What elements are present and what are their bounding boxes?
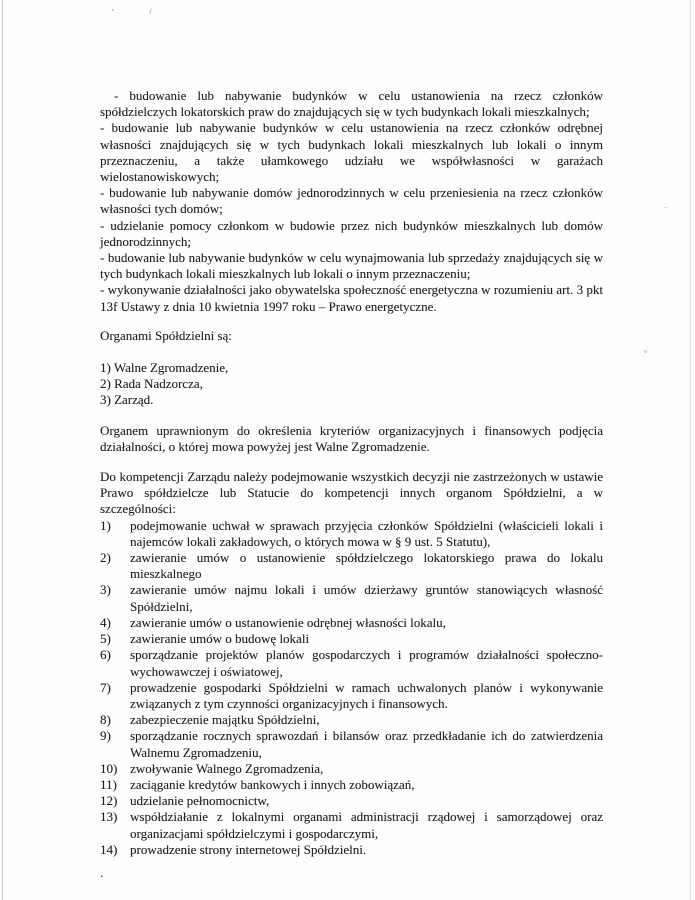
- item-text: zaciąganie kredytów bankowych i innych zobowiązań,: [130, 776, 415, 792]
- scan-edge-left: [2, 0, 3, 900]
- item-number: 9): [100, 728, 111, 744]
- document-text-column: [100, 88, 603, 881]
- item-number: 12): [100, 793, 118, 809]
- item-text: zawieranie umów o budowę lokali: [130, 631, 310, 647]
- numbered-item: [100, 809, 603, 841]
- paragraph-board-competence: Do kompetencji Zarządu należy podejmowanie wszystkich decyzji nie zastrzeżonych w ustawie Prawo spółdzielcze lub Statucie do kompetencji innych organom Spółdzielni, a w szczególności:: [100, 469, 603, 517]
- scan-speck: [664, 207, 668, 208]
- numbered-item: [100, 680, 603, 712]
- stray-punctuation-mark: .: [100, 864, 104, 880]
- numbered-item: [100, 761, 603, 777]
- organs-list-item-general-assembly: 1) Walne Zgromadzenie,: [100, 360, 229, 376]
- dash-item-energy-community: - wykonywanie działalności jako obywatelska społeczność energetyczna w rozumieniu art. 3 pkt 13f Ustawy z dnia 10 kwietnia 1997 roku – Prawo energetyczne.: [100, 282, 603, 314]
- organs-list-item-management-board: 3) Zarząd.: [100, 392, 154, 408]
- numbered-item: [100, 615, 603, 631]
- numbered-item: [100, 728, 603, 760]
- item-number: 2): [100, 550, 111, 566]
- numbered-item: [100, 518, 603, 550]
- scan-speck: [644, 350, 647, 353]
- organs-list-item-supervisory-board: 2) Rada Nadzorcza,: [100, 376, 203, 392]
- item-number: 14): [100, 841, 118, 857]
- item-number: 4): [100, 614, 111, 630]
- item-text: podejmowanie uchwał w sprawach przyjęcia członków Spółdzielni (właścicieli lokali i najemców lokali zakładowych, o których mowa w § 9 ust. 5 Statutu),: [130, 517, 603, 549]
- item-text: sporządzanie projektów planów gospodarczych i programów działalności społeczno-wychowawczej i oświatowej,: [130, 647, 603, 679]
- item-number: 8): [100, 712, 111, 728]
- scan-edge-right: [690, 0, 691, 900]
- item-number: 5): [100, 631, 111, 647]
- dash-item-single-family-houses: - budowanie lub nabywanie domów jednorodzinnych w celu przeniesienia na rzecz członków własności tych domów;: [100, 185, 603, 217]
- item-number: 11): [100, 776, 117, 792]
- item-number: 3): [100, 582, 111, 598]
- item-text: zawieranie umów o ustanowienie odrębnej własności lokalu,: [130, 614, 446, 630]
- numbered-item: [100, 793, 603, 809]
- item-text: zwoływanie Walnego Zgromadzenia,: [130, 760, 324, 776]
- item-number: 1): [100, 517, 111, 533]
- numbered-item: [100, 550, 603, 582]
- item-text: sporządzanie rocznych sprawozdań i bilansów oraz przedkładanie ich do zatwierdzenia Walnemu Zgromadzeniu,: [130, 728, 603, 760]
- item-text: zabezpieczenie majątku Spółdzielni,: [130, 712, 320, 728]
- board-competence-list: [100, 518, 603, 858]
- scan-speck: [149, 8, 152, 15]
- paragraph-authorized-organ: Organem uprawnionym do określenia kryteriów organizacyjnych i finansowych podjęcia działalności, o której mowa powyżej jest Walne Zgromadzenie.: [100, 422, 603, 454]
- item-number: 7): [100, 679, 111, 695]
- scan-speck: [112, 9, 114, 11]
- item-text: prowadzenie strony internetowej Spółdzielni.: [130, 841, 367, 857]
- item-text: prowadzenie gospodarki Spółdzielni w ramach uchwalonych planów i wykonywanie związanych z tym czynności organizacyjnych i finansowych.: [130, 679, 603, 711]
- numbered-item: [100, 647, 603, 679]
- organs-heading: Organami Spółdzielni są:: [100, 327, 232, 343]
- organs-list: [100, 360, 603, 409]
- dash-item-separate-ownership: - budowanie lub nabywanie budynków w celu ustanowienia na rzecz członków odrębnej własności znajdujących się w tych budynkach lokali mieszkalnych lub lokali o innym przeznaczeniu, a także ułamkowego udziału we współwłasności w garażach wielostanowiskowych;: [100, 120, 603, 185]
- numbered-item: [100, 712, 603, 728]
- numbered-item: [100, 777, 603, 793]
- item-text: udzielanie pełnomocnictw,: [130, 793, 270, 809]
- item-text: zawieranie umów najmu lokali i umów dzierżawy gruntów stanowiących własność Spółdzielni,: [130, 582, 603, 614]
- dash-item-rental-sale: - budowanie lub nabywanie budynków w celu wynajmowania lub sprzedaży znajdujących się w tych budynkach lokali mieszkalnych lub lokali o innym przeznaczeniu;: [100, 250, 603, 282]
- item-number: 10): [100, 760, 118, 776]
- dash-item-building-tenant-rights: - budowanie lub nabywanie budynków w celu ustanowienia na rzecz członków spółdzielczych lokatorskich praw do znajdujących się w tych budynkach lokali mieszkalnych;: [100, 88, 603, 120]
- item-number: 6): [100, 647, 111, 663]
- item-text: współdziałanie z lokalnymi organami administracji rządowej i samorządowej oraz organizacjami spółdzielczymi i gospodarczymi,: [130, 809, 603, 841]
- item-number: 13): [100, 809, 118, 825]
- item-text: zawieranie umów o ustanowienie spółdzielczego lokatorskiego prawa do lokalu mieszkalnego: [130, 550, 603, 582]
- numbered-item: [100, 631, 603, 647]
- numbered-item: [100, 582, 603, 614]
- dash-item-member-assistance: - udzielanie pomocy członkom w budowie przez nich budynków mieszkalnych lub domów jednorodzinnych;: [100, 217, 603, 249]
- numbered-item: [100, 842, 603, 858]
